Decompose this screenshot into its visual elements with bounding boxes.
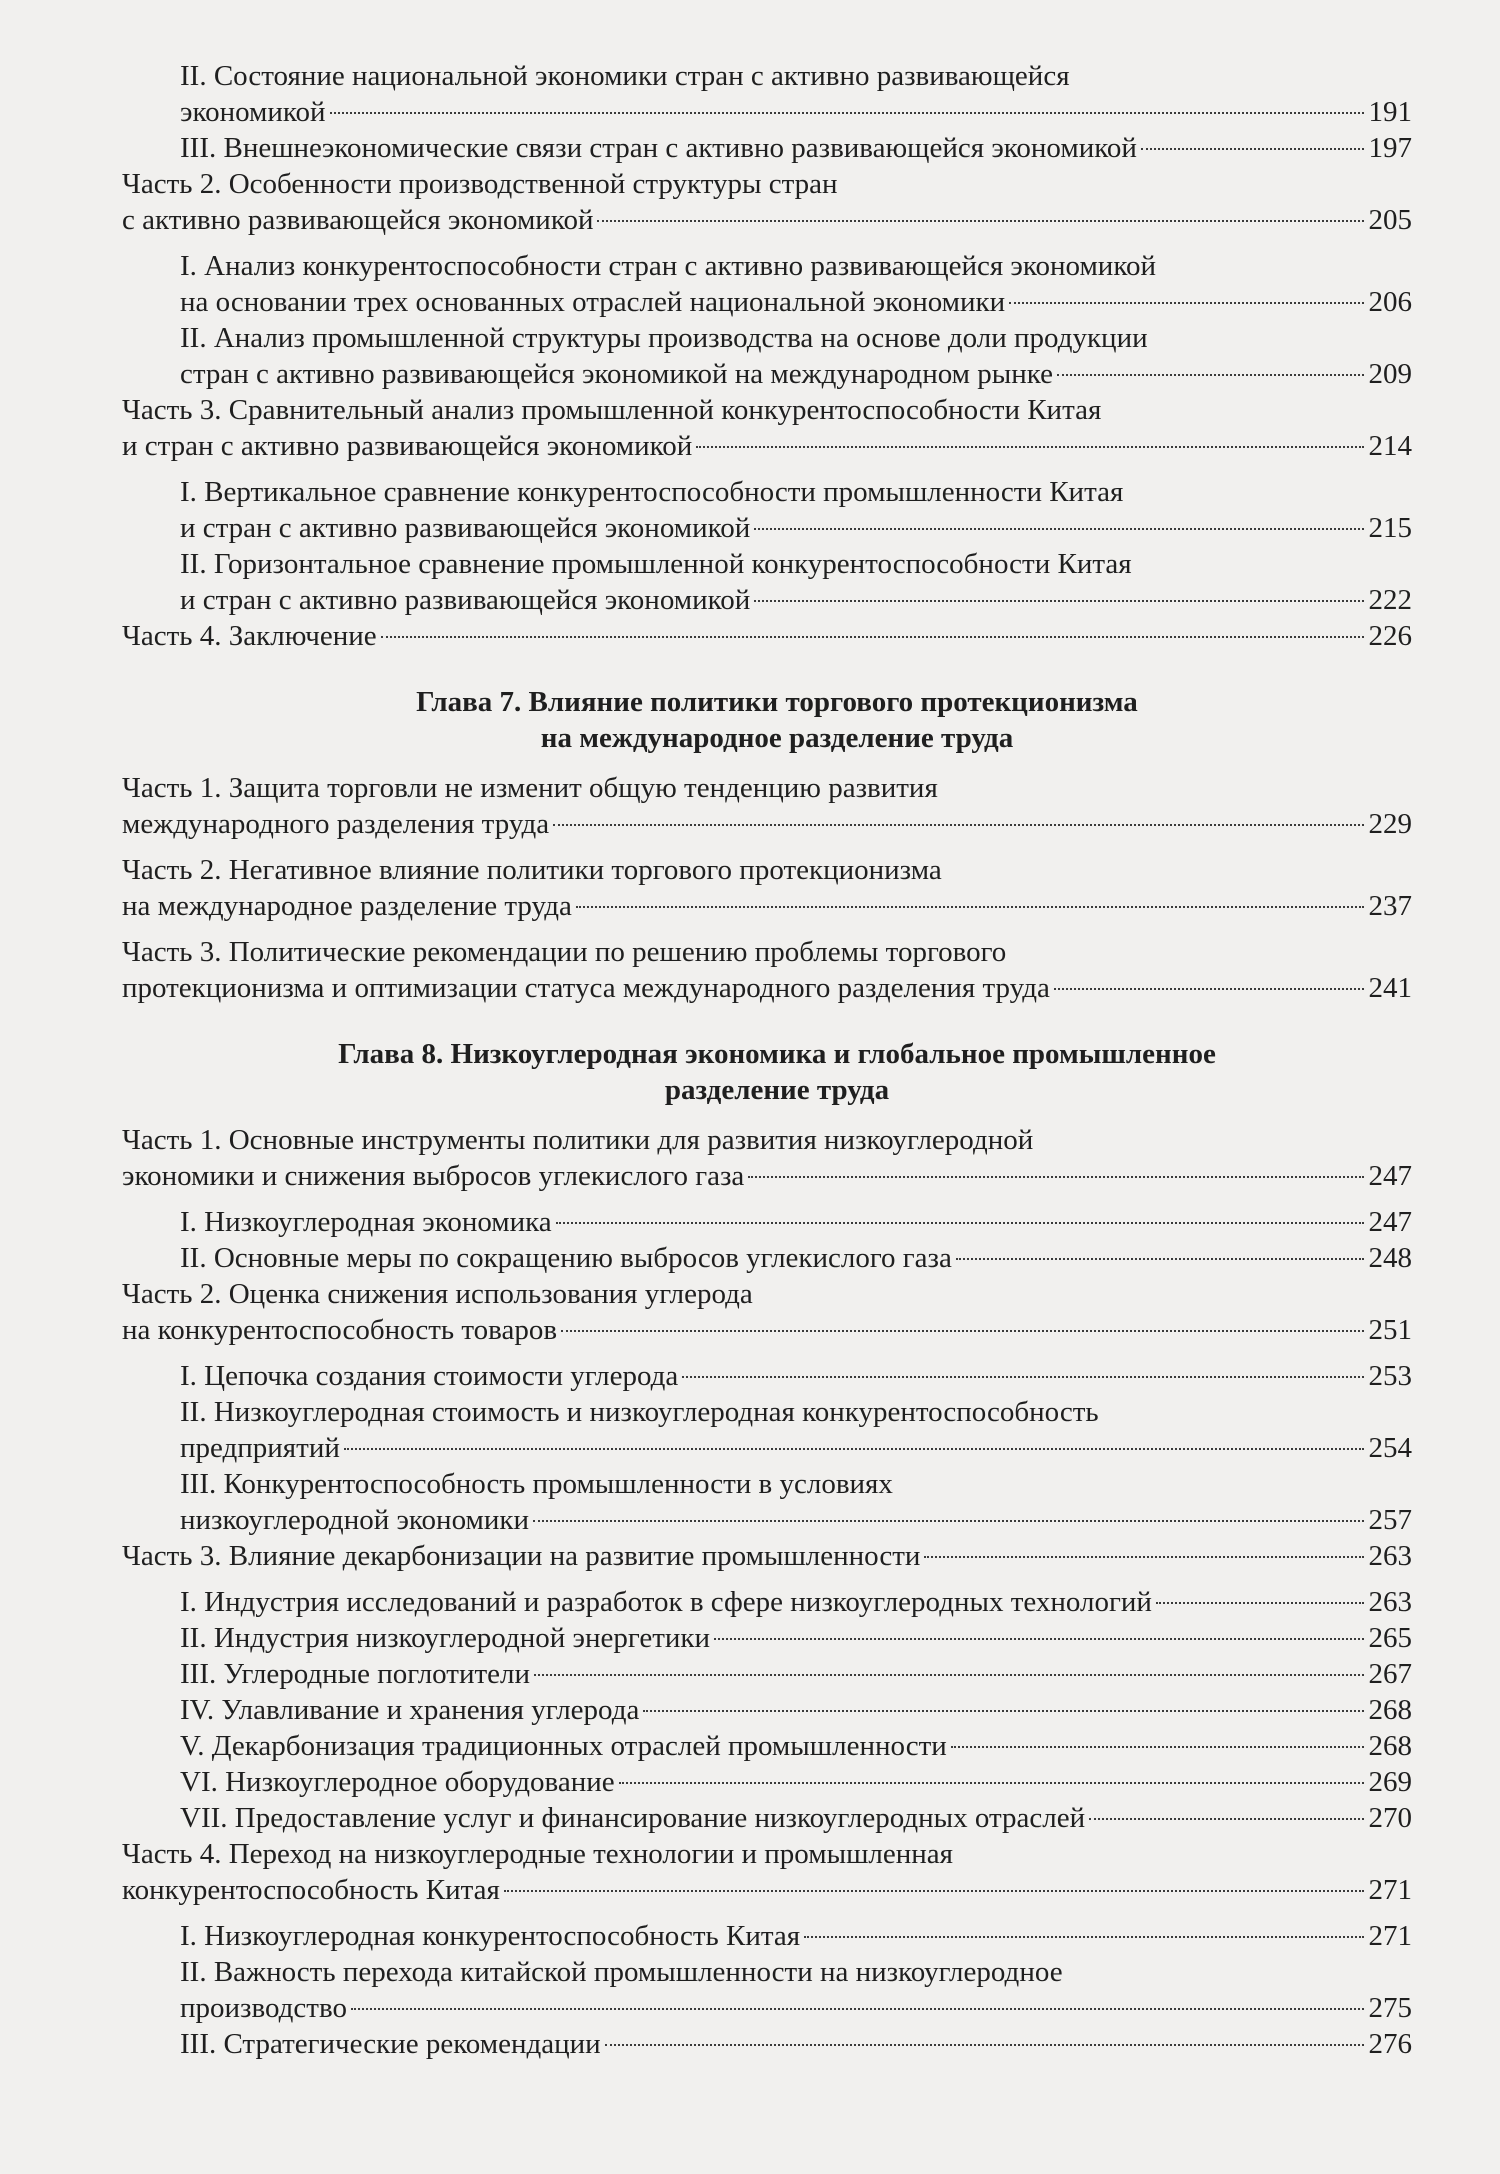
toc-entry-text: V. Декарбонизация традиционных отраслей промышленности: [180, 1730, 947, 1762]
chapter-heading: [122, 684, 1412, 756]
page-number: 263: [1368, 1586, 1412, 1618]
page-number: 275: [1368, 1992, 1412, 2024]
toc-entry-text: III. Внешнеэкономические связи стран с активно развивающейся экономикой: [180, 132, 1137, 164]
page-number: 251: [1368, 1314, 1412, 1346]
dot-leader: [754, 528, 1364, 530]
toc-section-entry: [180, 1918, 1412, 1954]
page-number: 205: [1368, 204, 1412, 236]
dot-leader: [682, 1376, 1364, 1378]
dot-leader: [576, 906, 1364, 908]
dot-leader: [1009, 302, 1364, 304]
dot-leader: [619, 1782, 1364, 1784]
page-number: 247: [1368, 1160, 1412, 1192]
toc-entry-text: II. Основные меры по сокращению выбросов углекислого газа: [180, 1242, 952, 1274]
toc-section-entry: [180, 1584, 1412, 1620]
page-number: 226: [1368, 620, 1412, 652]
toc-entry-text: Часть 4. Переход на низкоуглеродные технологии и промышленная: [122, 1838, 954, 1870]
toc-entry-text: на международное разделение труда: [122, 890, 572, 922]
dot-leader: [381, 636, 1364, 638]
toc-section-entry: [180, 320, 1412, 392]
toc-part-entry: [122, 1122, 1412, 1194]
dot-leader: [804, 1936, 1364, 1938]
toc-entry-text: Часть 4. Заключение: [122, 620, 377, 652]
chapter-heading-line: разделение труда: [664, 1074, 890, 1106]
toc-entry-text: II. Низкоуглеродная стоимость и низкоуглеродная конкурентоспособность: [180, 1396, 1099, 1428]
page-number: 237: [1368, 890, 1412, 922]
toc-entry-text: VI. Низкоуглеродное оборудование: [180, 1766, 615, 1798]
toc-entry-text: II. Важность перехода китайской промышленности на низкоуглеродное: [180, 1956, 1063, 1988]
toc-entry-text: Часть 1. Защита торговли не изменит общую тенденцию развития: [122, 772, 938, 804]
page-number: 215: [1368, 512, 1412, 544]
dot-leader: [556, 1222, 1364, 1224]
toc-entry-text: Часть 2. Особенности производственной структуры стран: [122, 168, 838, 200]
toc-entry-text: I. Анализ конкурентоспособности стран с активно развивающейся экономикой: [180, 250, 1156, 282]
dot-leader: [1057, 374, 1364, 376]
toc-section-entry: [180, 1800, 1412, 1836]
toc-part-entry: [122, 392, 1412, 464]
page-number: 222: [1368, 584, 1412, 616]
toc-section-entry: [180, 474, 1412, 546]
chapter-heading-line: на международное разделение труда: [540, 722, 1014, 754]
dot-leader: [714, 1638, 1364, 1640]
toc-entry-text: Часть 3. Политические рекомендации по решению проблемы торгового: [122, 936, 1007, 968]
chapter-heading-line: Глава 8. Низкоуглеродная экономика и глобальное промышленное: [338, 1038, 1216, 1070]
toc-entry-text: на конкурентоспособность товаров: [122, 1314, 558, 1346]
toc-entry-text: и стран с активно развивающейся экономикой: [122, 430, 693, 462]
toc-entry-text: Часть 3. Сравнительный анализ промышленной конкурентоспособности Китая: [122, 394, 1102, 426]
toc-entry-text: III. Конкурентоспособность промышленности в условиях: [180, 1468, 893, 1500]
toc-section-entry: [180, 1358, 1412, 1394]
toc-entry-text: I. Низкоуглеродная экономика: [180, 1206, 552, 1238]
dot-leader: [1054, 988, 1364, 990]
toc-part-entry: [122, 770, 1412, 842]
toc-entry-text: Часть 2. Негативное влияние политики торгового протекционизма: [122, 854, 942, 886]
toc-section-entry: [180, 1764, 1412, 1800]
page-number: 268: [1368, 1694, 1412, 1726]
page-number: 206: [1368, 286, 1412, 318]
page-number: 263: [1368, 1540, 1412, 1572]
toc-entry-text: на основании трех основанных отраслей национальной экономики: [180, 286, 1006, 318]
page-number: 241: [1368, 972, 1412, 1004]
toc-section-entry: [180, 1466, 1412, 1538]
page-number: 214: [1368, 430, 1412, 462]
dot-leader: [1141, 148, 1364, 150]
dot-leader: [344, 1448, 1364, 1450]
page-number: 271: [1368, 1920, 1412, 1952]
toc-section-entry: [180, 1394, 1412, 1466]
chapter-heading: [122, 1036, 1412, 1108]
toc-entry-text: VII. Предоставление услуг и финансирование низкоуглеродных отраслей: [180, 1802, 1086, 1834]
toc-section-entry: [180, 1620, 1412, 1656]
page-number: 271: [1368, 1874, 1412, 1906]
page-number: 254: [1368, 1432, 1412, 1464]
toc-part-entry: [122, 1276, 1412, 1348]
toc-entry-text: международного разделения труда: [122, 808, 550, 840]
toc-entry-text: I. Вертикальное сравнение конкурентоспособности промышленности Китая: [180, 476, 1124, 508]
page-number: 209: [1368, 358, 1412, 390]
toc-section-entry: [180, 1728, 1412, 1764]
toc-entry-text: низкоуглеродной экономики: [180, 1504, 529, 1536]
toc-section-entry: [180, 546, 1412, 618]
toc-entry-text: III. Углеродные поглотители: [180, 1658, 531, 1690]
dot-leader: [534, 1674, 1364, 1676]
toc-entry-text: I. Цепочка создания стоимости углерода: [180, 1360, 679, 1392]
toc-section-entry: [180, 1240, 1412, 1276]
page-number: 197: [1368, 132, 1412, 164]
toc-part-entry: [122, 852, 1412, 924]
toc-part-entry: [122, 1836, 1412, 1908]
dot-leader: [330, 112, 1364, 114]
toc-entry-text: III. Стратегические рекомендации: [180, 2028, 601, 2060]
page-number: 191: [1368, 96, 1412, 128]
page-number: 270: [1368, 1802, 1412, 1834]
chapter-heading-line: Глава 7. Влияние политики торгового протекционизма: [416, 686, 1138, 718]
toc-entry-text: и стран с активно развивающейся экономикой: [180, 584, 751, 616]
toc-part-entry: [122, 618, 1412, 654]
toc-entry-text: с активно развивающейся экономикой: [122, 204, 594, 236]
toc-entry-text: производство: [180, 1992, 347, 2024]
dot-leader: [1156, 1602, 1364, 1604]
toc-part-entry: [122, 934, 1412, 1006]
toc-entry-text: II. Индустрия низкоуглеродной энергетики: [180, 1622, 711, 1654]
toc-entry-text: I. Низкоуглеродная конкурентоспособность Китая: [180, 1920, 801, 1952]
dot-leader: [696, 446, 1364, 448]
page-number: 265: [1368, 1622, 1412, 1654]
page-number: 269: [1368, 1766, 1412, 1798]
dot-leader: [748, 1176, 1364, 1178]
dot-leader: [924, 1556, 1364, 1558]
toc-part-entry: [122, 1538, 1412, 1574]
page-number: 257: [1368, 1504, 1412, 1536]
toc-section-entry: [180, 130, 1412, 166]
toc-entry-text: II. Анализ промышленной структуры производства на основе доли продукции: [180, 322, 1148, 354]
dot-leader: [1089, 1818, 1364, 1820]
toc-entry-text: Часть 2. Оценка снижения использования углерода: [122, 1278, 753, 1310]
toc-section-entry: [180, 58, 1412, 130]
dot-leader: [754, 600, 1364, 602]
dot-leader: [561, 1330, 1364, 1332]
toc-section-entry: [180, 2026, 1412, 2062]
page-number: 247: [1368, 1206, 1412, 1238]
toc-entry-text: предприятий: [180, 1432, 340, 1464]
toc-entry-text: IV. Улавливание и хранения углерода: [180, 1694, 640, 1726]
table-of-contents: [122, 58, 1412, 2062]
toc-section-entry: [180, 1954, 1412, 2026]
dot-leader: [643, 1710, 1364, 1712]
toc-entry-text: II. Состояние национальной экономики стран с активно развивающейся: [180, 60, 1070, 92]
dot-leader: [951, 1746, 1364, 1748]
toc-part-entry: [122, 166, 1412, 238]
toc-entry-text: и стран с активно развивающейся экономикой: [180, 512, 751, 544]
dot-leader: [597, 220, 1364, 222]
page-number: 276: [1368, 2028, 1412, 2060]
toc-entry-text: конкурентоспособность Китая: [122, 1874, 500, 1906]
page-number: 268: [1368, 1730, 1412, 1762]
page-number: 267: [1368, 1658, 1412, 1690]
page-number: 229: [1368, 808, 1412, 840]
dot-leader: [956, 1258, 1364, 1260]
toc-entry-text: протекционизма и оптимизации статуса международного разделения труда: [122, 972, 1050, 1004]
dot-leader: [351, 2008, 1364, 2010]
page-number: 253: [1368, 1360, 1412, 1392]
toc-entry-text: II. Горизонтальное сравнение промышленной конкурентоспособности Китая: [180, 548, 1132, 580]
dot-leader: [504, 1890, 1364, 1892]
toc-entry-text: I. Индустрия исследований и разработок в сфере низкоуглеродных технологий: [180, 1586, 1152, 1618]
toc-section-entry: [180, 1204, 1412, 1240]
dot-leader: [553, 824, 1364, 826]
toc-entry-text: экономикой: [180, 96, 326, 128]
toc-entry-text: Часть 1. Основные инструменты политики для развития низкоуглеродной: [122, 1124, 1034, 1156]
page-number: 248: [1368, 1242, 1412, 1274]
toc-section-entry: [180, 1656, 1412, 1692]
toc-section-entry: [180, 1692, 1412, 1728]
toc-entry-text: стран с активно развивающейся экономикой на международном рынке: [180, 358, 1054, 390]
toc-entry-text: экономики и снижения выбросов углекислого газа: [122, 1160, 745, 1192]
toc-entry-text: Часть 3. Влияние декарбонизации на развитие промышленности: [122, 1540, 921, 1572]
dot-leader: [533, 1520, 1364, 1522]
toc-section-entry: [180, 248, 1412, 320]
dot-leader: [605, 2044, 1364, 2046]
